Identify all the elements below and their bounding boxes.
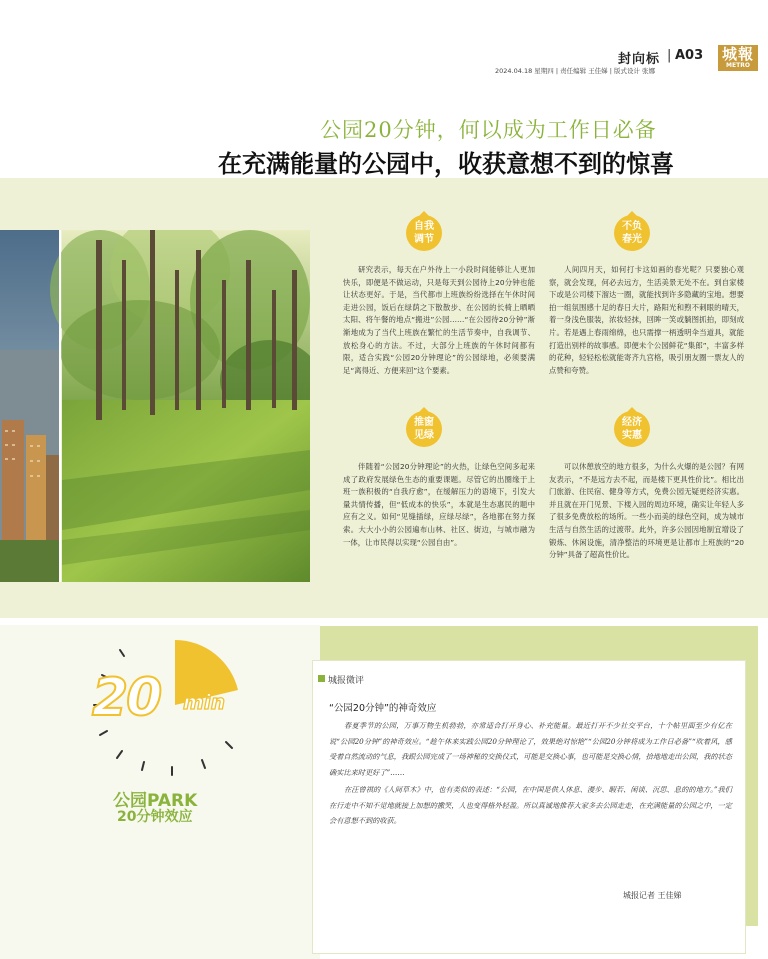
badge-spring [614,215,650,251]
header-separator: | [667,48,672,63]
badge-pointer [419,407,429,412]
badge-line2: 调节 [414,234,434,245]
comment-paragraph: 在汪曾祺的《人间草木》中，也有类似的表述：“公园，在中国是供人休息、漫步、暇若、闲谈、沉思、息的的地方。”我们在行走中不知不觉地就接上加想的撒笑，人也变得格外轻盈。所以真诚地推荐大家多去公园走走，在充满能量的公园之中，一定会有意想不到的收获。 [329,785,732,825]
park-photo [0,230,310,582]
page-subtitle: 公园20分钟，何以成为工作日必备 [320,118,657,142]
badge-pointer [627,407,637,412]
section-text-economy: 可以休憩放空的地方很多，为什么火爆的是公园？有网友表示，“不是远方去不起，而是楼下更具性价比”。相比出门旅游、住民宿、健身等方式，免费公园无疑更经济实惠。并且就在开门见景、下楼入园的周边环境，确实让年轻人多了很多免费放松的场所。一些小而美的绿色空间，成为城市生活与自然生活的过渡带。此外，许多公园因地制宜增设了锻炼、休闲设施，清净整洁的环境更是让都市上班族的“20分钟”具备了超高性价比。 [549,462,744,560]
logo-park-line: 公园PARK [113,791,198,811]
badge-line1: 不负 [622,221,642,232]
logo-unit: min [183,690,225,714]
comment-heading: “公园20分钟”的神奇效应 [329,703,437,714]
page-number: A03 [675,48,704,63]
badge-line2: 见绿 [414,430,434,441]
logo-sub: METRO [726,62,750,69]
section-text-green-view: 伴随着“公园20分钟理论”的火热，让绿色空间多起来成了政府发展绿色生态的重要课题。尽管它的出圈缘于上班一族积极的“自我疗愈”，在缓解压力的语境下，引发大量共情传播，但“低成本的快乐”，本就是生态惠民的题中应有之义。如何“见缝插绿，应绿尽绿”，各地都在努力探索。大大小小的公园遍布山林、社区、街边，与城市融为一体，让市民得以实现“公园自由”。 [343,462,535,547]
badge-line1: 自我 [414,221,434,232]
section-text-self-adjust: 研究表示，每天在户外待上一小段时间能够让人更加快乐，即便是不做运动，只是每天到公园待上20分钟也能让状态更好。于是，当代都市上班族纷纷选择在午休时间走进公园，饭后在绿荫之下散散步、在公园的长椅上晒晒太阳、将午餐的地点“搬进”公园……“在公园待20分钟”渐渐地成为了当代上班族在繁忙的生活节奏中，自我调节、放松身心的方法。不过，大部分上班族的午休时间都有限，适合实践“公园20分钟理论”的公园绿地，必须要满足“离得近、方便来回”这个要素。 [343,265,535,375]
logo-text: 城報 [721,45,754,63]
comment-signature: 城报记者 王佳娣 [623,891,682,900]
badge-line1: 推窗 [414,417,434,428]
badge-line1: 经济 [622,417,642,428]
comment-tag: 城报微评 [328,676,365,686]
newspaper-logo [718,45,758,71]
tag-square-icon [318,675,325,682]
comment-body [329,718,732,829]
page-title: 在充满能量的公园中，收获意想不到的惊喜 [218,149,674,178]
comment-paragraph: 春夏季节的公园，万事万物生机勃勃，亦常适合打开身心、补充能量。最近打开不少社交平台，十个帖里面至少有亿在说“公园20分钟”的神奇效应。“趁午休来实践公园20分钟理论了，效果绝对惊艳”“公园20分钟将成为工作日必备”“吹着风，感受着自然流动的气息，我跟公园完成了一场神秘的交换仪式，可能是交换心事，也可能是交换心情，拾地地走出公园，我的状态确实比来时更好了”…… [329,721,732,777]
badge-green-view [406,411,442,447]
issue-meta: 2024.04.18 星期四 | 责任编辑 王佳娣 | 版式设计 张娜 [495,67,656,75]
badge-self-adjust [406,215,442,251]
badge-line2: 实惠 [622,430,642,441]
logo-number: 20 [92,668,161,728]
column-name: 封向标 [618,52,661,67]
badge-economy [614,411,650,447]
park-photo-image [0,230,310,582]
logo-effect-line: 20分钟效应 [117,809,193,825]
badge-pointer [627,211,637,216]
section-text-spring: 人间四月天，如何打卡这如画的春光呢？只要独心观察，就会发现，何必去远方，生活美景无处不在。到自家楼下或是公司楼下溜达一圈，就能找到许多隐藏的宝地。想要拍一组氛围感十足的春日大片，路阳光和煦不刺眼的晴天，着一身浅色服装，浓妆轻抹，回眸一笑或躺图抓拍，即刻成片。若是遇上春雨绵绵，也只需撑一柄透明伞当道具，就能打造出别样的故事感。即便未个公园鲜花“集郎”，丰富多样的花种，轻轻松松就能寄齐九宫格，吸引朋友圈一票友人的点赞和夸赞。 [549,265,744,375]
badge-pointer [419,211,429,216]
badge-line2: 春光 [622,234,642,245]
